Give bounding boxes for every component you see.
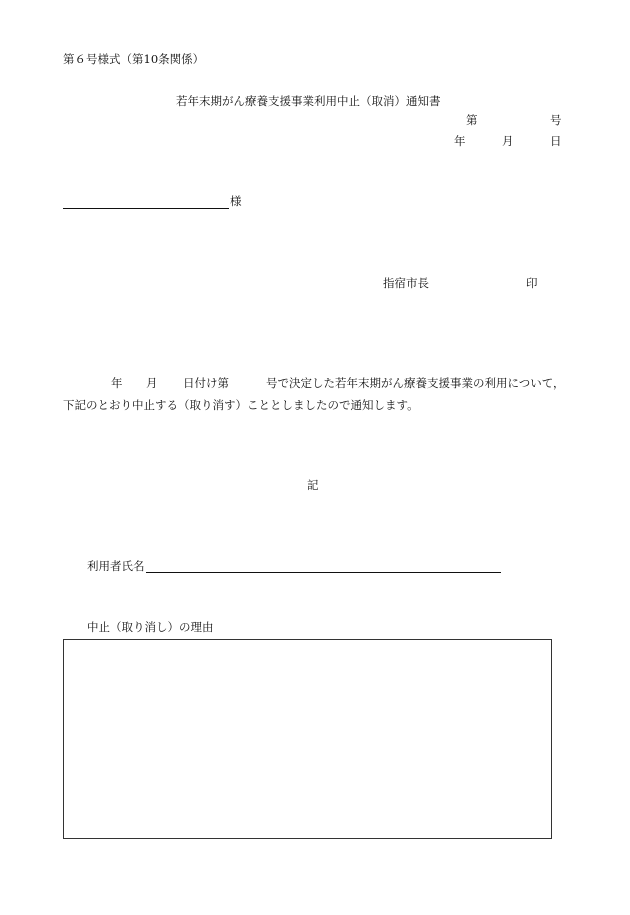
date-day: 日 <box>550 134 562 148</box>
date-year: 年 <box>454 134 466 148</box>
addressee-line[interactable] <box>63 208 229 209</box>
user-name-label: 利用者氏名 <box>87 559 145 573</box>
body-line1-rest: 号で決定した若年末期がん療養支援事業の利用について， <box>266 376 565 390</box>
body-year: 年 <box>111 376 123 390</box>
body-date: 日付け第 <box>183 376 229 390</box>
reason-box[interactable] <box>63 639 552 839</box>
reason-label: 中止（取り消し）の理由 <box>87 620 214 634</box>
issuer-seal: 印 <box>526 276 538 290</box>
document-title: 若年末期がん療養支援事業利用中止（取消）通知書 <box>176 94 441 108</box>
doc-number-go: 号 <box>550 113 562 127</box>
body-month: 月 <box>146 376 158 390</box>
form-number: 第６号様式（第10条関係） <box>63 52 205 66</box>
ki-heading: 記 <box>307 478 319 492</box>
user-name-line[interactable] <box>146 572 501 573</box>
issuer-name: 指宿市長 <box>383 276 429 290</box>
body-line2: 下記のとおり中止する（取り消す）こととしましたので通知します。 <box>63 398 419 412</box>
date-month: 月 <box>502 134 514 148</box>
doc-number-dai: 第 <box>466 113 478 127</box>
addressee-suffix: 様 <box>230 194 242 208</box>
